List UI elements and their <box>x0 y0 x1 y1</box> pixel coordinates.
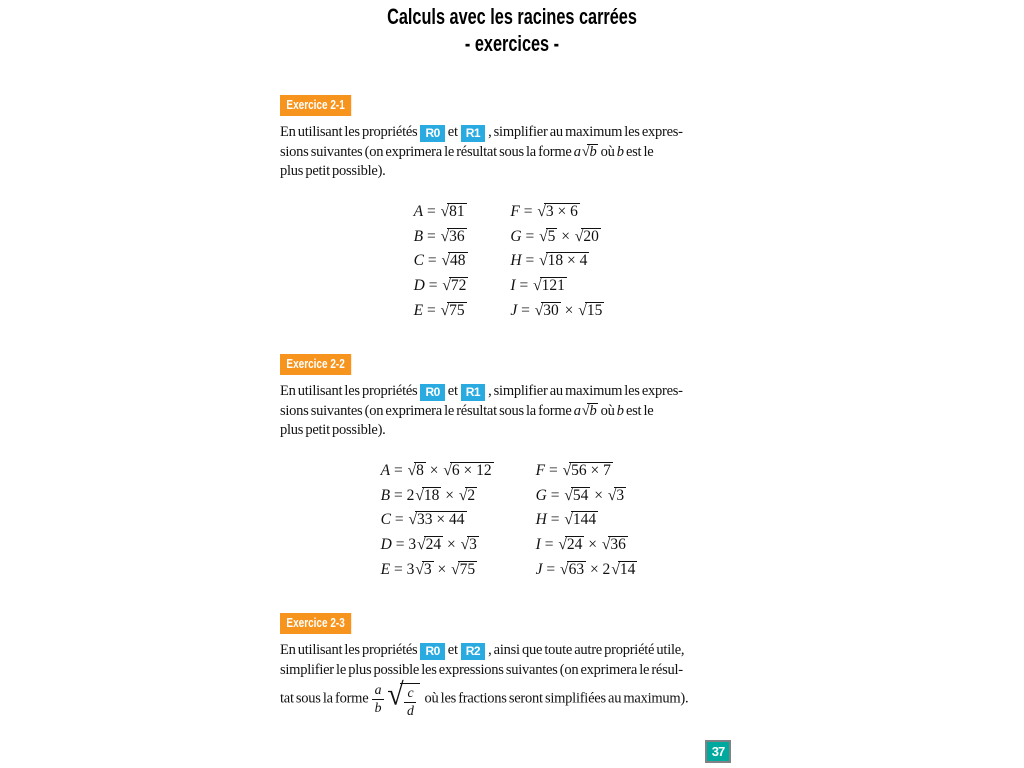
radicand: 30 <box>543 301 559 319</box>
text-run: = <box>545 461 562 479</box>
property-ref-badge: R1 <box>461 125 485 142</box>
radical <box>535 302 561 320</box>
radical <box>417 536 443 554</box>
radicand: 5 <box>547 227 556 245</box>
exercise-2-2 <box>280 354 738 586</box>
radicand: 24 <box>566 536 583 554</box>
expression-label: A <box>413 202 424 220</box>
radicand: 24 <box>425 536 442 554</box>
radical <box>443 462 493 480</box>
denominator: b <box>374 699 382 715</box>
radicand: 8 <box>416 461 424 479</box>
text-run: où les fractions seront simplifiées au maximum). <box>422 690 689 707</box>
radicand: 18 <box>423 486 440 504</box>
property-ref-badge: R2 <box>461 643 485 660</box>
radical <box>564 487 590 505</box>
title-line-1: Calculs avec les racines carrées <box>387 4 637 29</box>
text-run: = <box>546 511 564 529</box>
expression-label: D <box>380 536 392 554</box>
property-ref-badge: R0 <box>420 125 444 142</box>
expression <box>510 203 604 228</box>
expression <box>536 536 638 561</box>
expression-list <box>280 203 738 327</box>
exercise-statement <box>280 382 738 441</box>
radicand: 56 × 7 <box>571 461 611 479</box>
exercise-badge: Exercice 2-3 <box>280 613 351 634</box>
radical <box>415 561 433 579</box>
radical-sign-icon: √ <box>415 486 424 504</box>
expression <box>536 462 638 487</box>
text-run: tat sous la forme <box>280 690 371 707</box>
text-run: × <box>441 486 458 504</box>
radical-sign-icon: √ <box>408 511 418 529</box>
radicand: 14 <box>619 560 636 578</box>
radicand: 20 <box>583 227 599 245</box>
text-run: = <box>546 486 564 504</box>
text-run: , simplifier au maximum les expres- <box>488 124 683 140</box>
expression <box>414 228 469 253</box>
expression <box>510 228 604 253</box>
radical <box>560 561 586 579</box>
radicand: 121 <box>541 277 565 295</box>
math-variable: b <box>616 402 624 419</box>
expression-label: E <box>413 301 424 319</box>
radical-sign-icon: √ <box>581 143 590 160</box>
expression <box>381 536 494 561</box>
exercise-statement <box>280 641 738 718</box>
text-run: = <box>540 536 558 554</box>
text-run: En utilisant les propriétés <box>280 642 418 658</box>
radicand: 15 <box>586 301 603 319</box>
expression <box>510 277 604 302</box>
expression-label: F <box>535 461 546 479</box>
radicand: 3 <box>616 486 625 504</box>
text-run: = <box>521 252 539 270</box>
expression-label: J <box>535 560 543 578</box>
text-run: = <box>424 277 442 295</box>
text-run: plus petit possible). <box>280 163 386 180</box>
numerator: a <box>372 683 385 699</box>
radical <box>611 561 637 579</box>
math-variable: b <box>616 143 624 160</box>
radical-sign-icon: √ <box>534 301 544 319</box>
radicand: b <box>589 143 597 160</box>
text-run: × <box>584 536 601 554</box>
expression-label: I <box>535 536 541 554</box>
radical-sign-icon: √ <box>607 486 617 504</box>
radical-sign-icon: √ <box>601 536 611 554</box>
text-run: est le <box>623 143 654 160</box>
expression-label: G <box>510 227 522 245</box>
radicand: 48 <box>450 252 466 270</box>
math-variable: a <box>573 143 581 160</box>
radical <box>409 511 467 529</box>
radical <box>442 277 468 295</box>
radical <box>415 487 441 505</box>
exercise-2-3 <box>280 613 738 718</box>
radical-sign-icon: √ <box>440 202 450 220</box>
math-variable: a <box>573 402 581 419</box>
expression-label: A <box>380 461 391 479</box>
expression-label: C <box>380 511 391 529</box>
text-run: , ainsi que toute autre propriété utile, <box>488 642 685 658</box>
expression <box>381 511 494 536</box>
text-run: = 3 <box>391 536 417 554</box>
property-ref-badge: R0 <box>420 384 444 401</box>
expression <box>536 511 638 536</box>
radical-sign-icon: √ <box>539 227 548 245</box>
expression-list <box>280 462 738 586</box>
radical <box>563 462 613 480</box>
text-run: = <box>390 461 407 479</box>
radical <box>578 302 604 320</box>
text-run: = 3 <box>390 560 415 578</box>
text-run: × <box>557 227 574 245</box>
radical-sign-icon: √ <box>533 277 542 295</box>
expression <box>510 302 604 327</box>
radical-sign-icon: √ <box>558 536 567 554</box>
radical-sign-icon: √ <box>441 252 451 270</box>
property-ref-badge: R1 <box>461 384 485 401</box>
radicand: 33 × 44 <box>417 511 465 529</box>
radicand: 36 <box>610 536 626 554</box>
text-run: simplifier le plus possible les expressions suivantes (on exprimera le résul- <box>280 661 683 678</box>
expression <box>414 277 469 302</box>
radical-sign-icon: √ <box>440 301 450 319</box>
radicand: 75 <box>459 560 476 578</box>
expression-label: J <box>510 301 518 319</box>
radical-sign-icon: √ <box>560 560 569 578</box>
text-run: et <box>447 383 458 399</box>
exercise-statement <box>280 123 738 182</box>
denominator: d <box>407 702 414 718</box>
text-run: est le <box>623 402 654 419</box>
radical-sign-icon: √ <box>611 560 620 578</box>
text-run: et <box>447 124 458 140</box>
radical <box>564 511 598 529</box>
text-run: sions suivantes (on exprimera le résultat sous la forme <box>280 143 574 160</box>
expression-label: H <box>510 252 522 270</box>
radicand: 3 × 6 <box>545 202 578 220</box>
radical <box>441 203 467 221</box>
radical-sign-icon: √ <box>458 486 468 504</box>
radical <box>408 462 426 480</box>
text-run: = <box>521 227 539 245</box>
page-number: 37 <box>711 744 725 759</box>
exercise-badge: Exercice 2-1 <box>280 95 351 116</box>
radical-sign-icon: √ <box>417 536 426 554</box>
expression <box>414 252 469 277</box>
radical <box>451 561 477 579</box>
radicand: 18 × 4 <box>547 252 588 270</box>
text-run: = <box>515 277 533 295</box>
radical-sign-icon: √ <box>539 252 548 270</box>
text-run: où <box>598 143 617 160</box>
radicand: 3 <box>423 560 432 578</box>
radical-sign-icon: √ <box>460 536 470 554</box>
radical <box>602 536 628 554</box>
text-run: = <box>423 227 440 245</box>
radical <box>459 487 477 505</box>
radical-sign-icon: √ <box>564 511 573 529</box>
radical <box>575 228 601 246</box>
fraction <box>372 683 385 715</box>
text-run: × <box>590 486 607 504</box>
radical <box>537 203 580 221</box>
radicand: 6 × 12 <box>451 461 492 479</box>
text-run: × <box>425 461 443 479</box>
text-run: × <box>443 536 460 554</box>
radical <box>442 252 468 270</box>
radicand: 81 <box>449 202 465 220</box>
radical <box>608 487 626 505</box>
radical-sign-icon: √ <box>443 461 452 479</box>
page-number-badge <box>705 740 731 763</box>
text-run: = <box>423 301 440 319</box>
radical-sign-icon: √ <box>564 486 573 504</box>
text-run: × <box>433 560 451 578</box>
radical-sign-icon: √ <box>451 560 460 578</box>
radicand: 36 <box>449 227 465 245</box>
property-ref-badge: R0 <box>420 643 444 660</box>
radical-sign-icon: √ <box>578 301 587 319</box>
expression-label: C <box>413 252 425 270</box>
text-run: où <box>598 402 617 419</box>
radical-sign-icon: √ <box>442 277 451 295</box>
text-run: = <box>542 560 560 578</box>
expression <box>414 302 469 327</box>
text-run: = <box>391 511 408 529</box>
radical <box>461 536 479 554</box>
text-run: plus petit possible). <box>280 422 386 439</box>
text-run: = <box>517 301 534 319</box>
expression <box>381 462 494 487</box>
radical <box>539 228 557 246</box>
text-run: × <box>560 301 578 319</box>
radicand: 3 <box>469 536 477 554</box>
expression-label: D <box>413 277 425 295</box>
text-run: et <box>447 642 458 658</box>
radical <box>441 228 467 246</box>
radical <box>533 277 567 295</box>
radicand: 2 <box>467 486 476 504</box>
radicand: 72 <box>450 277 467 295</box>
text-run: = 2 <box>390 486 415 504</box>
fraction <box>404 686 416 718</box>
expression <box>536 487 638 512</box>
text-run: = <box>519 202 537 220</box>
expression-label: G <box>535 486 547 504</box>
radical <box>441 302 467 320</box>
radical-sign-icon: √ <box>537 202 546 220</box>
expression-label: B <box>413 227 424 245</box>
expression-label: I <box>510 277 516 295</box>
radical-over-fraction <box>387 677 420 718</box>
radical-sign-icon: √ <box>440 227 450 245</box>
radicand: 144 <box>572 511 597 529</box>
expression-label: H <box>535 511 547 529</box>
radicand: 75 <box>449 301 465 319</box>
expression-label: E <box>380 560 391 578</box>
text-run: = <box>424 252 441 270</box>
expression-label: F <box>510 202 520 220</box>
radicand: b <box>589 402 597 419</box>
expression <box>536 561 638 586</box>
expression-label: B <box>380 486 391 504</box>
text-run: sions suivantes (on exprimera le résultat sous la forme <box>280 402 574 419</box>
exercise-2-1 <box>280 95 738 327</box>
text-run: En utilisant les propriétés <box>280 383 418 399</box>
text-run: = <box>423 202 440 220</box>
text-run: × 2 <box>586 560 611 578</box>
radical-sign-icon: √ <box>415 560 424 578</box>
radical-sign-icon: √ <box>387 677 404 712</box>
numerator: c <box>404 686 416 702</box>
radical-sign-icon: √ <box>562 461 572 479</box>
radical-sign-icon: √ <box>581 402 590 419</box>
expression <box>381 487 494 512</box>
text-run: En utilisant les propriétés <box>280 124 418 140</box>
radical <box>582 402 599 422</box>
text-run: , simplifier au maximum les expres- <box>488 383 683 399</box>
page-title <box>0 3 1024 57</box>
title-line-2: - exercices - <box>464 31 560 56</box>
radical <box>539 252 589 270</box>
radical <box>582 143 599 163</box>
radicand: 63 <box>568 560 585 578</box>
expression <box>414 203 469 228</box>
expression <box>510 252 604 277</box>
expression <box>381 561 494 586</box>
radical-sign-icon: √ <box>407 461 417 479</box>
radical <box>558 536 584 554</box>
radical-sign-icon: √ <box>574 227 584 245</box>
exercise-badge: Exercice 2-2 <box>280 354 351 375</box>
radicand: 54 <box>572 486 589 504</box>
